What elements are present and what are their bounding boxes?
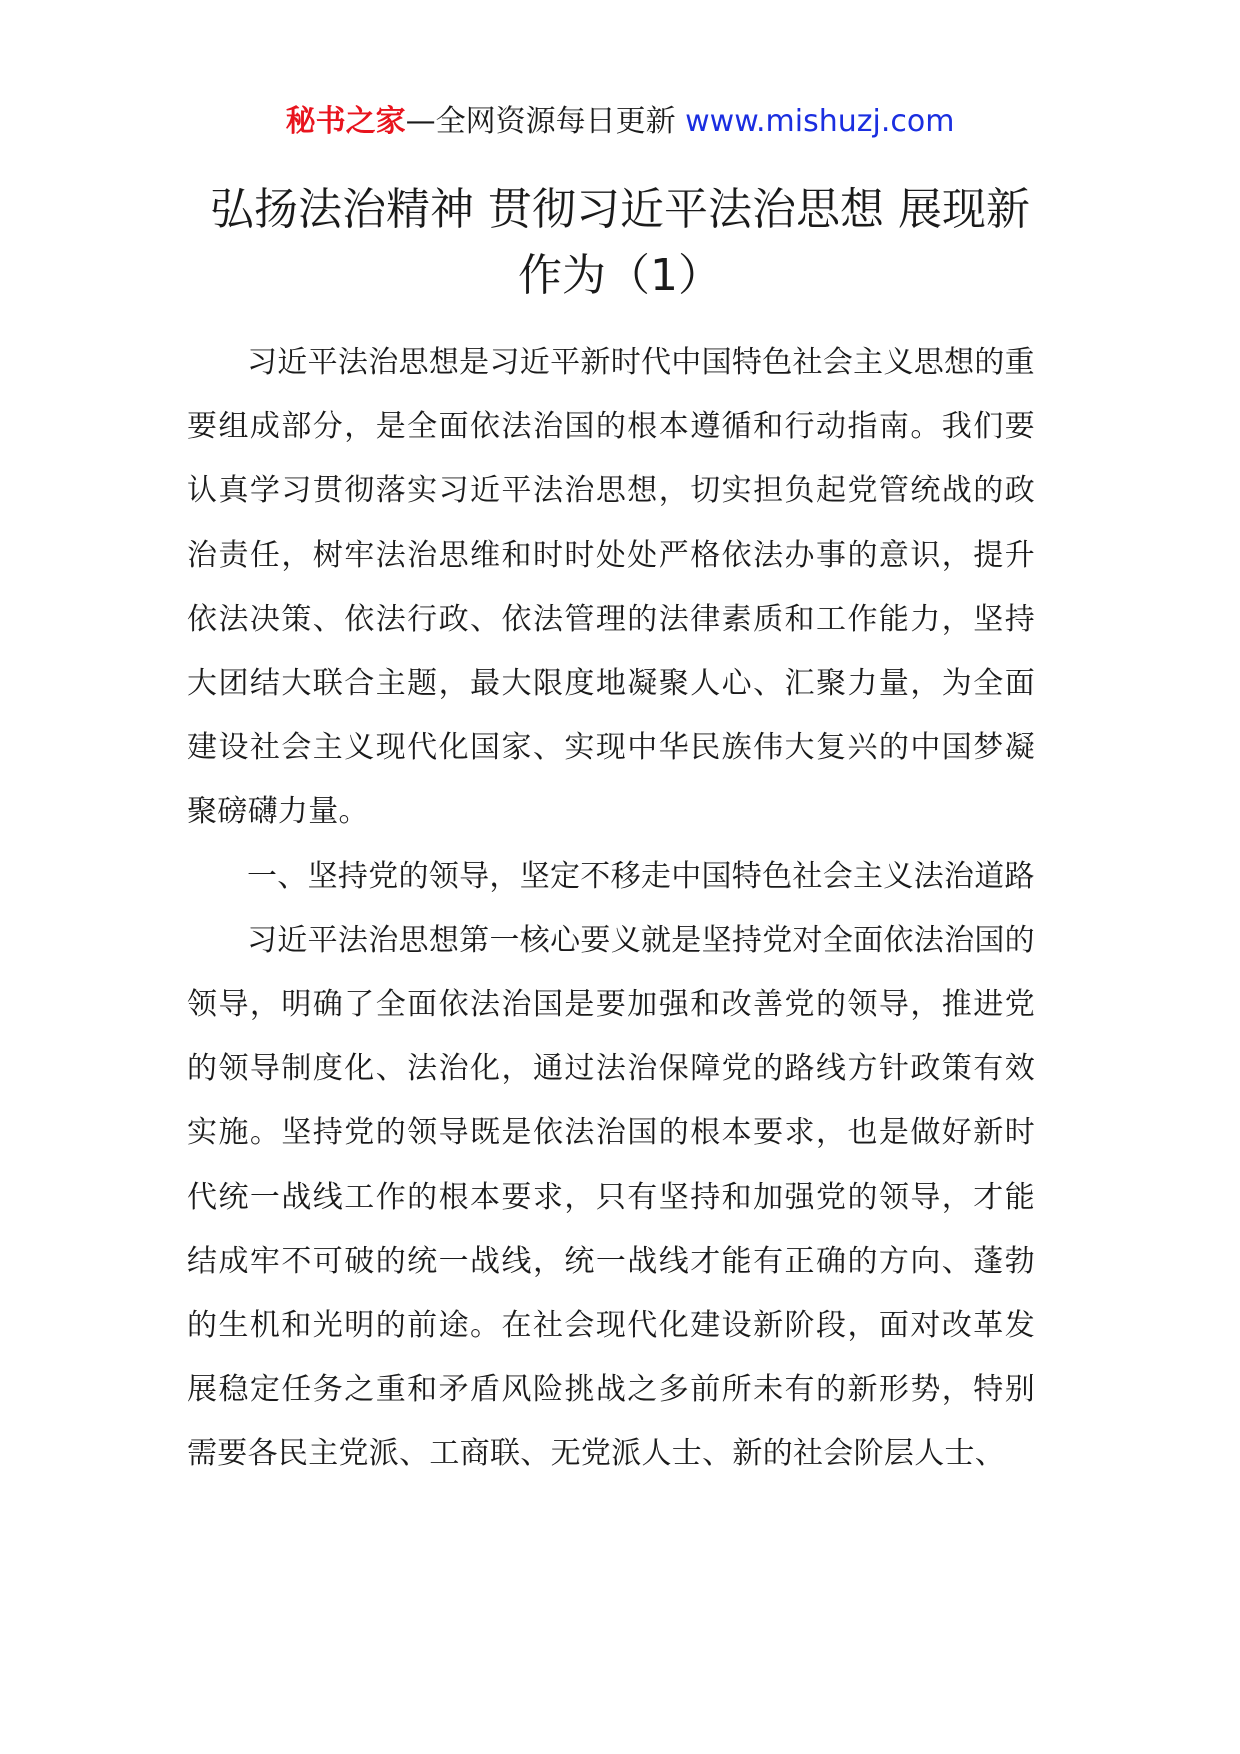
header-tagline: —全网资源每日更新	[405, 104, 676, 139]
document-body	[187, 331, 1035, 1487]
document-title	[170, 177, 1070, 309]
brand-name: 秘书之家	[285, 104, 406, 139]
title-line-1: 弘扬法治精神 贯彻习近平法治思想 展现新	[210, 184, 1030, 235]
site-header	[0, 100, 1240, 144]
title-line-2: 作为（1）	[518, 250, 722, 301]
site-url-link[interactable]: www.mishuzj.com	[685, 104, 955, 139]
section-heading-1: 一、坚持党的领导，坚定不移走中国特色社会主义法治道路	[247, 858, 1035, 894]
intro-paragraph: 习近平法治思想是习近平新时代中国特色社会主义思想的重要组成部分，是全面依法治国的根本遵循和行动指南。我们要认真学习贯彻落实习近平法治思想，切实担负起党管统战的政治责任，树牢法治思维和时时处处严格依法办事的意识，提升依法决策、依法行政、依法管理的法律素质和工作能力，坚持大团结大联合主题，最大限度地凝聚人心、汇聚力量，为全面建设社会主义现代化国家、实现中华民族伟大复兴的中国梦凝聚磅礴力量。	[187, 345, 1035, 830]
section-1-paragraph: 习近平法治思想第一核心要义就是坚持党对全面依法治国的领导，明确了全面依法治国是要加强和改善党的领导，推进党的领导制度化、法治化，通过法治保障党的路线方针政策有效实施。坚持党的领导既是依法治国的根本要求，也是做好新时代统一战线工作的根本要求，只有坚持和加强党的领导，才能结成牢不可破的统一战线，统一战线才能有正确的方向、蓬勃的生机和光明的前途。在社会现代化建设新阶段，面对改革发展稳定任务之重和矛盾风险挑战之多前所未有的新形势，特别需要各民主党派、工商联、无党派人士、新的社会阶层人士、	[187, 922, 1035, 1472]
